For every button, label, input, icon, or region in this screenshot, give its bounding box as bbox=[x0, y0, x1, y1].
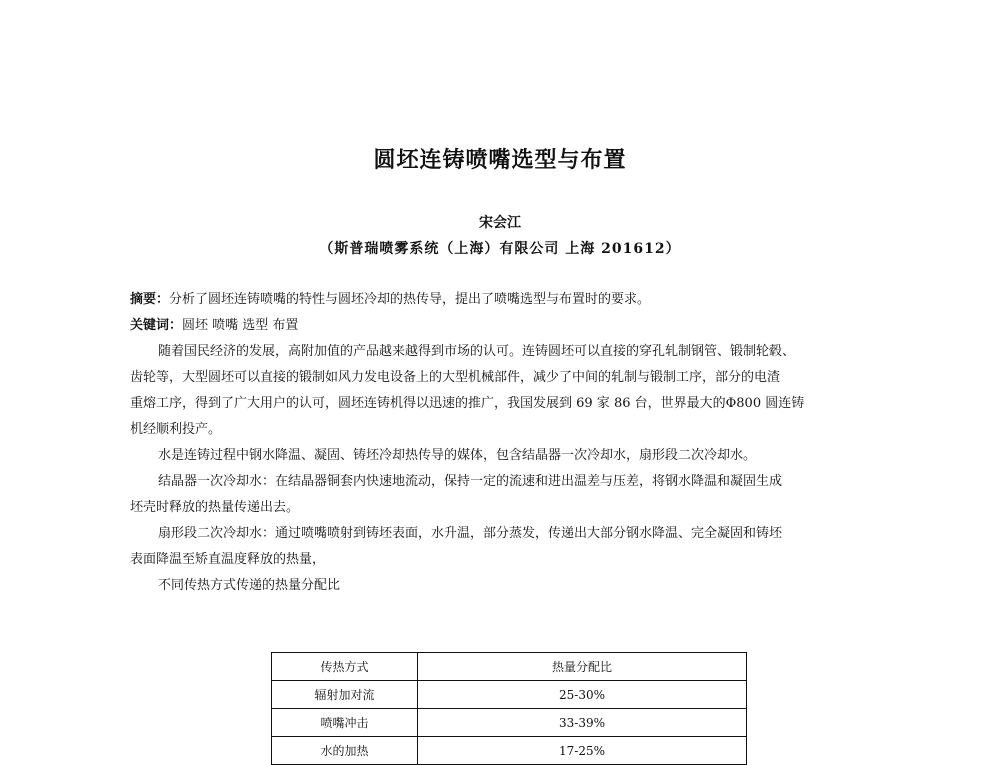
paper-title: 圆坯连铸喷嘴选型与布置 bbox=[373, 148, 627, 173]
paragraph-line: 结晶器一次冷却水：在结晶器铜套内快速地流动，保持一定的流速和进出温差与压差，将钢水降温和凝固生成 bbox=[158, 474, 783, 489]
paragraph-line: 机经顺利投产。 bbox=[130, 422, 222, 437]
keywords-text: 圆坯 喷嘴 选型 布置 bbox=[182, 318, 299, 333]
table-cell: 水的加热 bbox=[272, 737, 418, 765]
table-caption: 不同传热方式传递的热量分配比 bbox=[158, 578, 341, 593]
keywords bbox=[130, 313, 890, 339]
table-cell: 辐射加对流 bbox=[272, 681, 418, 709]
paragraph-line: 扇形段二次冷却水：通过喷嘴喷射到铸坯表面，水升温，部分蒸发，传递出大部分钢水降温、完全凝固和铸坯 bbox=[158, 526, 783, 541]
abstract bbox=[130, 287, 890, 313]
keywords-label: 关键词： bbox=[130, 318, 183, 333]
table-cell: 25-30% bbox=[418, 681, 747, 709]
table-header-cell: 传热方式 bbox=[272, 653, 418, 681]
table-row bbox=[272, 709, 747, 737]
paragraph-line: 坯壳时释放的热量传递出去。 bbox=[130, 500, 300, 515]
table-row bbox=[272, 681, 747, 709]
table-cell: 33-39% bbox=[418, 709, 747, 737]
paragraph-line: 表面降温至矫直温度释放的热量， bbox=[130, 552, 326, 567]
body-text bbox=[130, 287, 890, 599]
paragraph-line: 重熔工序，得到了广大用户的认可，圆坯连铸机得以迅速的推广，我国发展到 69 家 86 台，世界最大的Φ800 圆连铸 bbox=[130, 396, 805, 411]
table-header-row bbox=[272, 653, 747, 681]
table-cell: 17-25% bbox=[418, 737, 747, 765]
abstract-label: 摘要： bbox=[130, 292, 170, 307]
table-row bbox=[272, 737, 747, 765]
paragraph-line: 水是连铸过程中钢水降温、凝固、铸坯冷却热传导的媒体，包含结晶器一次冷却水，扇形段二次冷却水。 bbox=[158, 448, 757, 463]
paragraph-line: 随着国民经济的发展，高附加值的产品越来越得到市场的认可。连铸圆坯可以直接的穿孔轧制钢管、锻制轮毂、 bbox=[158, 344, 796, 359]
heat-distribution-table bbox=[271, 652, 747, 765]
table-cell: 喷嘴冲击 bbox=[272, 709, 418, 737]
paragraph-line: 齿轮等，大型圆坯可以直接的锻制如风力发电设备上的大型机械部件，减少了中间的轧制与锻制工序，部分的电渣 bbox=[130, 370, 781, 385]
author-name: 宋会江 bbox=[479, 215, 521, 231]
table-header-cell: 热量分配比 bbox=[418, 653, 747, 681]
abstract-text: 分析了圆坯连铸喷嘴的特性与圆坯冷却的热传导，提出了喷嘴选型与布置时的要求。 bbox=[169, 292, 651, 307]
author-affiliation: （斯普瑞喷雾系统（上海）有限公司 上海 201612） bbox=[319, 241, 681, 257]
